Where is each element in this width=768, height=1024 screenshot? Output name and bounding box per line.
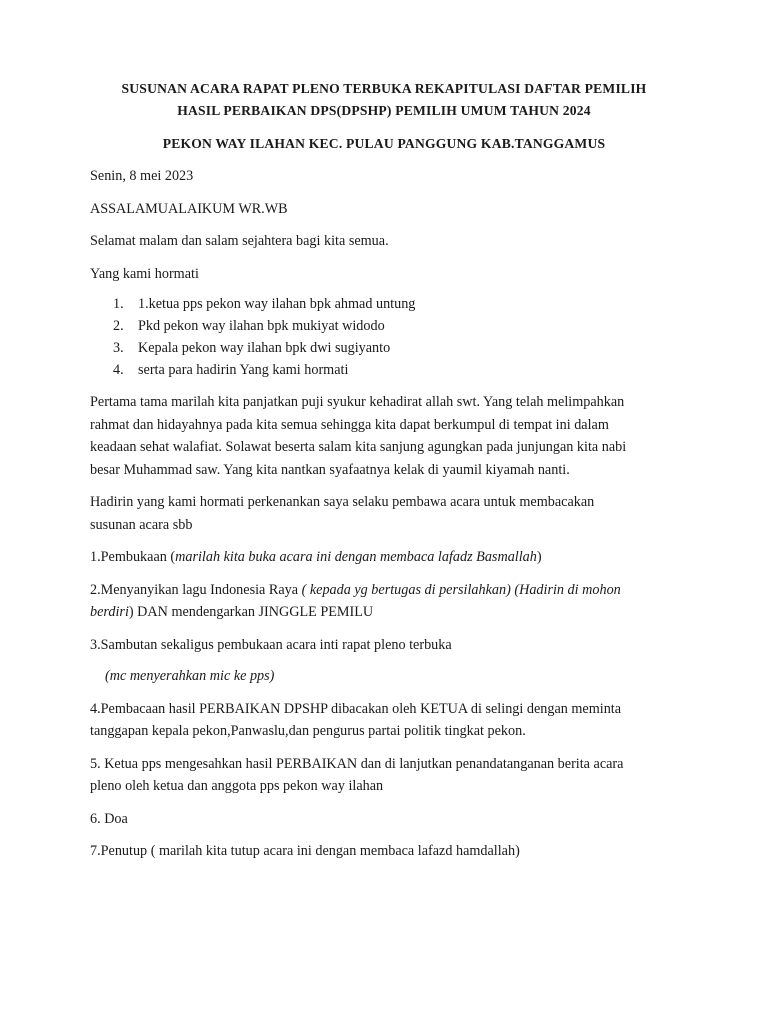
- honor-list: [90, 293, 678, 381]
- title-line-1: SUSUNAN ACARA RAPAT PLENO TERBUKA REKAPITULASI DAFTAR PEMILIH: [121, 81, 647, 96]
- greeting: ASSALAMUALAIKUM WR.WB: [90, 200, 288, 217]
- honor-intro: Yang kami hormati: [90, 265, 199, 282]
- list-text: Pkd pekon way ilahan bpk mukiyat widodo: [138, 318, 385, 334]
- paragraph-line: rahmat dan hidayahnya pada kita semua sehingga kita dapat berkumpul di tempat ini dalam: [90, 416, 609, 433]
- agenda-text: 2.Menyanyikan lagu Indonesia Raya: [90, 581, 302, 598]
- agenda-item-5: [90, 753, 678, 798]
- list-number: 2.: [113, 318, 124, 334]
- agenda-item-3: 3.Sambutan sekaligus pembukaan acara inti rapat pleno terbuka: [90, 636, 452, 653]
- agenda-italic-text: ( kepada yg bertugas di persilahkan) (Hadirin di mohon: [301, 581, 621, 598]
- list-item: [113, 337, 678, 359]
- list-text: serta para hadirin Yang kami hormati: [138, 362, 349, 378]
- agenda-text: 1.Pembukaan (: [90, 549, 176, 565]
- paragraph-line: keadaan sehat walafiat. Solawat beserta salam kita sanjung agungkan pada junjungan kita nabi: [90, 439, 627, 455]
- list-item: [113, 359, 678, 381]
- agenda-text: ): [536, 549, 542, 565]
- paragraph-line: Hadirin yang kami hormati perkenankan saya selaku pembawa acara untuk membacakan: [90, 494, 595, 510]
- welcome-text: Selamat malam dan salam sejahtera bagi kita semua.: [90, 233, 389, 249]
- document-subtitle: PEKON WAY ILAHAN KEC. PULAU PANGGUNG KAB.TANGGAMUS: [162, 136, 606, 151]
- agenda-text: 4.Pembacaan hasil PERBAIKAN DPSHP dibacakan oleh KETUA di selingi dengan meminta: [90, 700, 622, 717]
- agenda-text: tanggapan kepala pekon,Panwaslu,dan pengurus partai politik tingkat pekon.: [90, 723, 526, 739]
- agenda-italic-text: marilah kita buka acara ini dengan membaca lafadz Basmallah: [175, 549, 537, 565]
- paragraph-line: Pertama tama marilah kita panjatkan puji syukur kehadirat allah swt. Yang telah melimpahkan: [90, 394, 625, 410]
- agenda-item-6: 6. Doa: [90, 810, 128, 827]
- agenda-text: pleno oleh ketua dan anggota pps pekon way ilahan: [90, 778, 384, 794]
- agenda-text: ) DAN mendengarkan JINGGLE PEMILU: [128, 604, 374, 620]
- title-line-2: HASIL PERBAIKAN DPS(DPSHP) PEMILIH UMUM TAHUN 2024: [177, 103, 591, 118]
- opening-paragraph: [90, 391, 678, 481]
- list-text: Kepala pekon way ilahan bpk dwi sugiyanto: [138, 340, 391, 356]
- list-number: 1.: [113, 296, 124, 312]
- document-title: [90, 78, 678, 122]
- agenda-item-1: [90, 546, 678, 569]
- paragraph-line: besar Muhammad saw. Yang kita nantkan syafaatnya kelak di yaumil kiyamah nanti.: [90, 461, 570, 478]
- agenda-item-7: 7.Penutup ( marilah kita tutup acara ini dengan membaca lafazd hamdallah): [90, 843, 520, 859]
- list-item: [113, 315, 678, 337]
- intro-paragraph: [90, 491, 678, 536]
- list-item: [113, 293, 678, 315]
- agenda-item-3-note: [90, 665, 678, 688]
- event-date: Senin, 8 mei 2023: [90, 168, 194, 184]
- list-number: 4.: [113, 362, 124, 378]
- agenda-item-4: [90, 698, 678, 743]
- agenda-italic-text: berdiri: [90, 604, 129, 620]
- list-text: 1.ketua pps pekon way ilahan bpk ahmad untung: [138, 296, 416, 312]
- list-number: 3.: [113, 340, 124, 356]
- agenda-text: 5. Ketua pps mengesahkan hasil PERBAIKAN dan di lanjutkan penandatanganan berita acara: [90, 755, 624, 772]
- agenda-item-2: [90, 579, 678, 624]
- agenda-italic-text: (mc menyerahkan mic ke pps): [105, 668, 275, 684]
- paragraph-line: susunan acara sbb: [90, 516, 193, 533]
